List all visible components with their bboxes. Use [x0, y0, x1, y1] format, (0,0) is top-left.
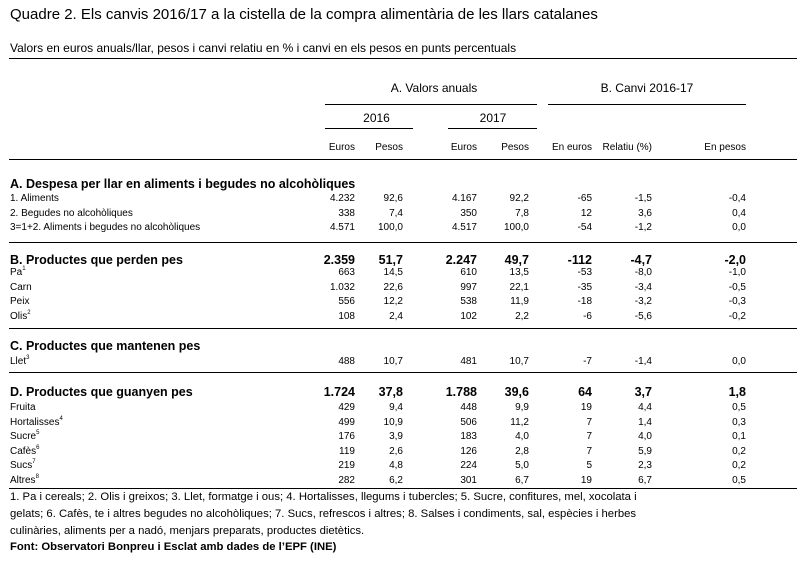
cell-pesos-2017: 11,2 [510, 416, 529, 428]
section-title: D. Productes que guanyen pes [10, 385, 193, 399]
cell-change-weights: 0,2 [732, 445, 746, 457]
cell-euros-2017: 126 [460, 445, 477, 457]
row-label-text: 1. Aliments [10, 193, 59, 204]
section-total-euros-2017: 1.788 [445, 385, 477, 399]
cell-pesos-2017: 10,7 [509, 356, 529, 367]
cell-change-euros: -35 [577, 281, 592, 293]
year-2016: 2016 [363, 111, 390, 125]
cell-euros-2017: 4.167 [451, 193, 477, 204]
row-label-text: Peix [10, 296, 30, 308]
cell-change-weights: 0,3 [732, 416, 746, 428]
cell-euros-2017: 448 [460, 402, 477, 413]
section-title: C. Productes que mantenen pes [10, 339, 201, 353]
cell-change-relative: 1,4 [638, 416, 652, 428]
row-label-text: 3=1+2. Aliments i begudes no alcohòliques [10, 222, 201, 234]
section-total-euros-2016: 2.359 [323, 253, 355, 267]
row-label-text: Hortalisses [10, 416, 60, 428]
footnote-marker: 4 [59, 415, 63, 422]
cell-euros-2016: 429 [338, 402, 355, 413]
cell-pesos-2016: 2,6 [389, 445, 403, 457]
cell-pesos-2017: 5,0 [515, 460, 529, 472]
cell-change-relative: -3,2 [634, 296, 652, 308]
cell-pesos-2016: 10,7 [383, 356, 403, 367]
cell-pesos-2016: 4,8 [389, 460, 403, 472]
row-label [10, 296, 29, 307]
cell-change-relative: 6,7 [638, 475, 652, 486]
section-total-change-weights: -2,0 [724, 253, 746, 267]
cell-pesos-2016: 100,0 [377, 222, 403, 234]
section-rule [9, 372, 797, 373]
cell-change-relative: -3,4 [634, 281, 652, 293]
cell-change-euros: -53 [577, 267, 592, 278]
cell-pesos-2016: 3,9 [389, 431, 403, 443]
row-label [10, 402, 36, 413]
row-label [10, 431, 39, 442]
cell-change-relative: -1,2 [634, 222, 652, 234]
row-label [10, 222, 200, 233]
cell-euros-2016: 219 [338, 460, 355, 472]
cell-pesos-2017: 100,0 [503, 222, 529, 234]
row-label [10, 446, 39, 457]
row-label [10, 208, 133, 219]
row-label [10, 193, 59, 204]
cell-euros-2016: 338 [338, 207, 355, 219]
row-label-text: Llet [10, 356, 27, 367]
cell-pesos-2017: 92,2 [509, 193, 529, 204]
row-label-text: Altres [10, 475, 36, 486]
cell-euros-2016: 4.232 [329, 193, 355, 204]
section-total-change-weights: 1,8 [728, 385, 746, 399]
group-header-a: A. Valors anuals [390, 81, 478, 95]
cell-euros-2016: 499 [338, 416, 355, 428]
cell-change-relative: 4,0 [638, 431, 652, 443]
cell-change-euros: 7 [586, 445, 592, 457]
cell-pesos-2016: 6,2 [389, 475, 403, 486]
footnote-line-2: gelats; 6. Cafès, te i altres begudes no alcohòliques; 7. Sucs, refrescos i altres; 8. Salses i condiments, sal, espècies i herbes [10, 508, 637, 520]
cell-pesos-2017: 9,9 [515, 402, 529, 413]
cell-euros-2017: 481 [460, 356, 477, 367]
cell-change-weights: -0,2 [728, 310, 746, 322]
cell-change-weights: 0,0 [732, 356, 746, 367]
cell-change-euros: -7 [583, 356, 592, 367]
col-header-euros-2016: Euros [328, 142, 355, 153]
cell-pesos-2016: 12,2 [383, 296, 403, 308]
col-header-pesos-2016: Pesos [375, 142, 403, 153]
cell-change-euros: 19 [580, 402, 592, 413]
cell-pesos-2016: 9,4 [389, 402, 403, 413]
row-label [10, 475, 39, 486]
footnote-marker: 7 [32, 459, 36, 466]
cell-euros-2017: 224 [460, 460, 477, 472]
bottom-rule [9, 488, 797, 489]
section-total-change-relative: -4,7 [630, 253, 652, 267]
cell-change-euros: -54 [577, 222, 592, 234]
cell-euros-2017: 301 [460, 475, 477, 486]
section-title: B. Productes que perden pes [10, 253, 183, 267]
cell-pesos-2016: 92,6 [383, 193, 403, 204]
row-label-text: Fruita [10, 402, 36, 413]
group-header-b: B. Canvi 2016-17 [600, 81, 694, 95]
cell-euros-2016: 108 [338, 310, 355, 322]
col-header-change-weights: En pesos [704, 142, 746, 153]
cell-pesos-2017: 2,2 [515, 310, 529, 322]
row-label [10, 356, 29, 367]
section-total-change-euros: 64 [578, 385, 592, 399]
cell-change-weights: -1,0 [728, 267, 746, 278]
cell-euros-2017: 350 [460, 207, 477, 219]
year-2017-rule [448, 128, 537, 129]
cell-change-euros: 19 [580, 475, 592, 486]
row-label-text: Olis [10, 310, 28, 322]
cell-change-weights: -0,3 [728, 296, 746, 308]
footnote-marker: 5 [36, 430, 40, 437]
section-total-pesos-2016: 37,8 [378, 385, 403, 399]
group-b-rule [548, 104, 746, 105]
row-label-text: Pa [10, 267, 23, 278]
footnote-line-3: culinàries, aliments per a nadó, menjars preparats, productes dietètics. [10, 525, 365, 537]
cell-euros-2017: 538 [460, 296, 477, 308]
footnote-line-1: 1. Pa i cereals; 2. Olis i greixos; 3. Llet, formatge i ous; 4. Hortalisses, llegums i tubercles; 5. Sucre, confitures, mel, xocolata i [10, 491, 637, 503]
row-label-text: Sucs [10, 460, 33, 472]
cell-change-weights: 0,1 [732, 431, 746, 443]
cell-euros-2017: 997 [460, 281, 477, 293]
cell-euros-2016: 1.032 [329, 281, 355, 293]
cell-pesos-2016: 10,9 [383, 416, 403, 428]
cell-pesos-2017: 6,7 [515, 475, 529, 486]
cell-change-euros: 12 [580, 207, 592, 219]
section-total-change-relative: 3,7 [634, 385, 652, 399]
cell-pesos-2017: 11,9 [510, 296, 529, 308]
cell-euros-2017: 4.517 [451, 222, 477, 234]
table-title: Quadre 2. Els canvis 2016/17 a la cistella de la compra alimentària de les llars catalanes [10, 6, 598, 23]
cell-change-relative: -8,0 [634, 267, 652, 278]
cell-pesos-2017: 2,8 [515, 445, 529, 457]
cell-change-euros: -18 [577, 296, 592, 308]
cell-change-weights: 0,4 [732, 207, 746, 219]
section-total-pesos-2017: 39,6 [504, 385, 529, 399]
cell-pesos-2016: 2,4 [389, 310, 403, 322]
cell-euros-2017: 102 [460, 310, 477, 322]
footnote-marker: 6 [36, 444, 40, 451]
cell-pesos-2016: 22,6 [383, 281, 403, 293]
section-total-euros-2017: 2.247 [445, 253, 477, 267]
row-label-text: Cafès [10, 445, 37, 457]
table-subtitle: Valors en euros anuals/llar, pesos i canvi relatiu en % i canvi en els pesos en punts percentuals [10, 41, 517, 55]
cell-change-euros: -6 [583, 310, 592, 322]
section-total-pesos-2016: 51,7 [378, 253, 403, 267]
top-rule [9, 58, 797, 59]
cell-change-weights: 0,5 [732, 402, 746, 413]
cell-change-relative: 2,3 [638, 460, 652, 472]
cell-change-weights: 0,0 [732, 222, 746, 234]
cell-euros-2016: 119 [339, 445, 355, 457]
cell-pesos-2017: 13,5 [509, 267, 529, 278]
row-label [10, 311, 31, 322]
row-label-text: Carn [10, 281, 32, 293]
cell-euros-2016: 282 [338, 475, 355, 486]
year-2016-rule [325, 128, 413, 129]
section-total-euros-2016: 1.724 [323, 385, 355, 399]
cell-change-relative: -1,5 [634, 193, 652, 204]
footnote-marker: 3 [26, 355, 30, 361]
footnote-marker: 1 [22, 266, 26, 272]
cell-change-euros: -65 [577, 193, 592, 204]
cell-euros-2016: 556 [338, 296, 355, 308]
cell-pesos-2016: 7,4 [389, 207, 403, 219]
row-label [10, 282, 32, 293]
cell-change-relative: 4,4 [638, 402, 652, 413]
cell-euros-2016: 176 [338, 431, 355, 443]
cell-euros-2017: 506 [460, 416, 477, 428]
cell-euros-2017: 610 [460, 267, 477, 278]
row-label [10, 417, 63, 428]
cell-pesos-2017: 4,0 [515, 431, 529, 443]
cell-change-weights: -0,5 [728, 281, 746, 293]
cell-change-relative: 5,9 [638, 445, 652, 457]
cell-pesos-2017: 22,1 [509, 281, 529, 293]
cell-euros-2016: 4.571 [329, 222, 355, 234]
cell-euros-2016: 488 [338, 356, 355, 367]
col-header-euros-2017: Euros [450, 142, 477, 153]
cell-change-relative: 3,6 [638, 207, 652, 219]
footnote-marker: 2 [27, 309, 31, 316]
col-header-change-relative: Relatiu (%) [602, 142, 652, 153]
cell-change-euros: 7 [586, 416, 592, 428]
cell-euros-2017: 183 [460, 431, 477, 443]
row-label [10, 460, 36, 471]
section-rule [9, 328, 797, 329]
cell-change-euros: 5 [586, 460, 592, 472]
row-label [10, 267, 26, 278]
cell-change-weights: 0,5 [732, 475, 746, 486]
header-bottom-rule [9, 159, 797, 160]
col-header-change-euros: En euros [551, 142, 592, 153]
row-label-text: 2. Begudes no alcohòliques [10, 207, 133, 219]
section-title: A. Despesa per llar en aliments i begudes no alcohòliques [10, 177, 356, 191]
section-rule [9, 242, 797, 243]
cell-change-relative: -5,6 [634, 310, 652, 322]
year-2017: 2017 [479, 111, 507, 125]
cell-change-relative: -1,4 [634, 356, 652, 367]
cell-change-weights: -0,4 [728, 193, 746, 204]
footnote-marker: 8 [35, 474, 39, 480]
cell-pesos-2017: 7,8 [515, 207, 529, 219]
cell-change-euros: 7 [586, 431, 592, 443]
col-header-pesos-2017: Pesos [501, 142, 529, 153]
source-note: Font: Observatori Bonpreu i Esclat amb dades de l’EPF (INE) [10, 541, 337, 553]
row-label-text: Sucre [10, 431, 37, 443]
group-a-rule [325, 104, 537, 105]
section-total-pesos-2017: 49,7 [504, 253, 529, 267]
cell-pesos-2016: 14,5 [383, 267, 403, 278]
section-total-change-euros: -112 [567, 253, 592, 267]
cell-change-weights: 0,2 [732, 460, 746, 472]
cell-euros-2016: 663 [338, 267, 355, 278]
